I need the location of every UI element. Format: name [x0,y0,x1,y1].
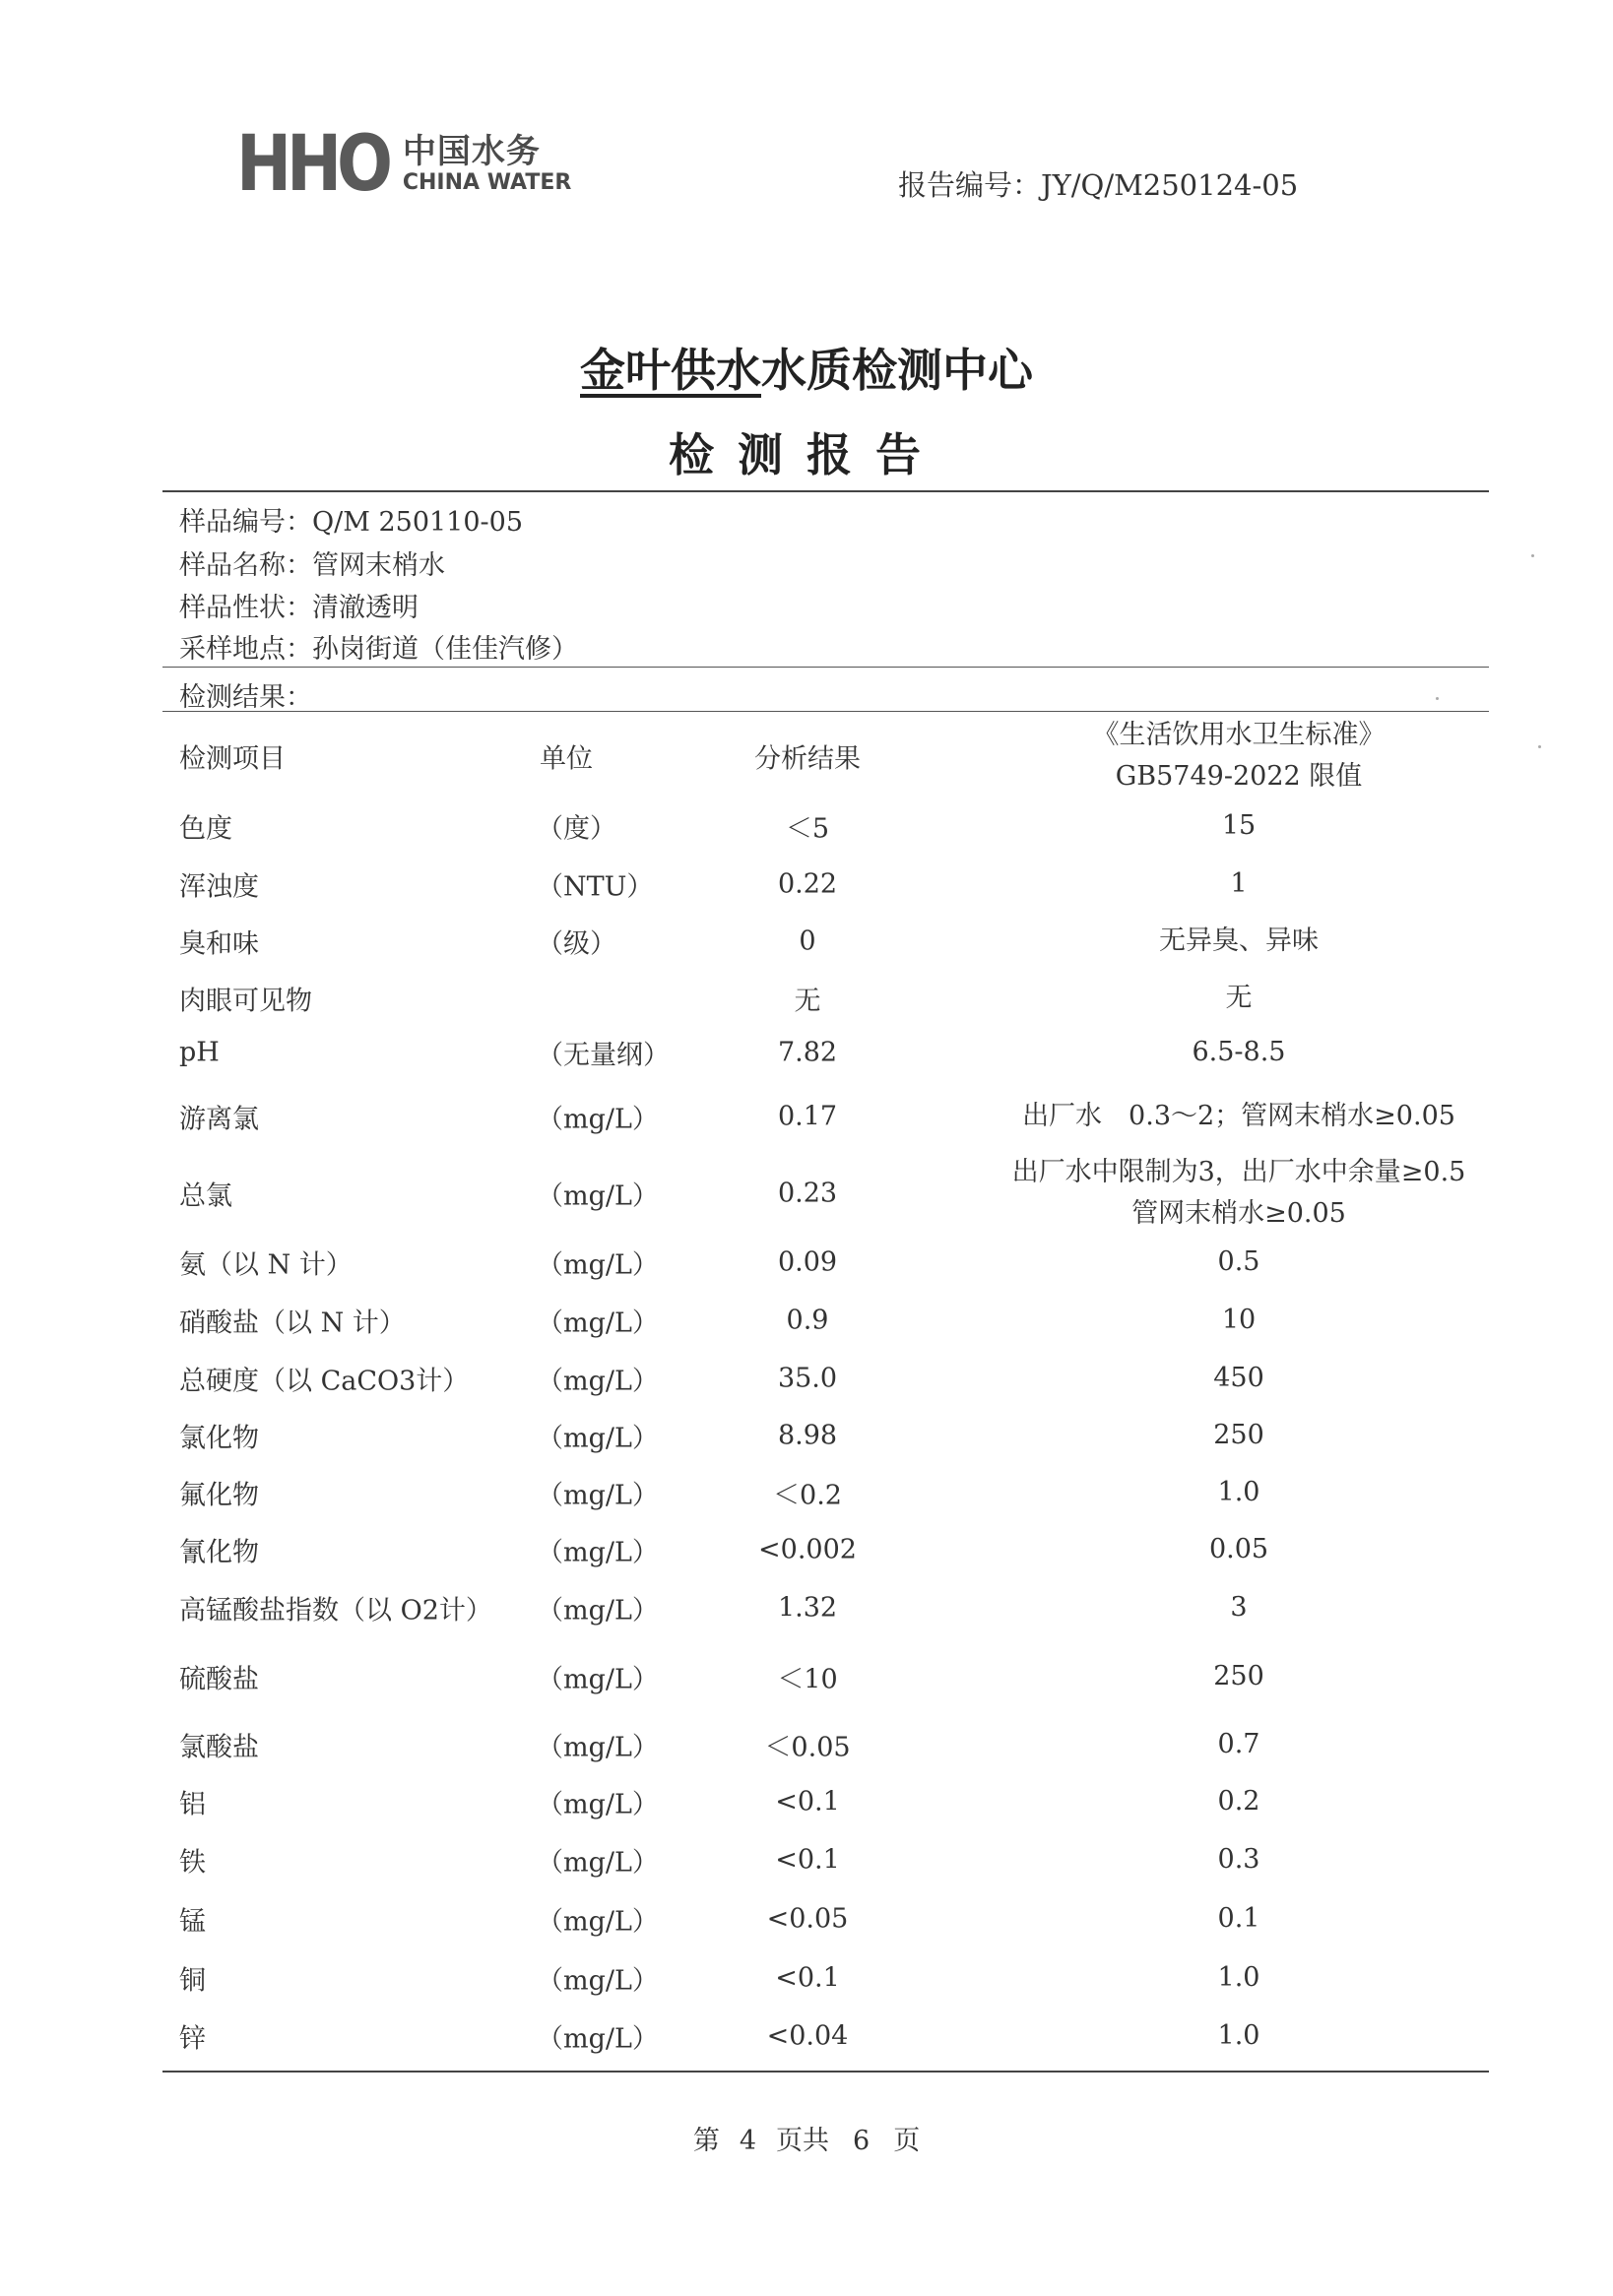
row-limit-line: 450 [1213,1363,1264,1394]
row-limit [993,1242,1485,1283]
row-unit: （mg/L） [537,1104,659,1135]
row-result: 35.0 [777,1363,838,1394]
page-prefix: 第 [692,2126,720,2156]
row-unit: （NTU） [537,871,654,903]
row-unit: （mg/L） [537,1664,659,1695]
row-limit-line: 0.1 [1217,1903,1260,1935]
row-result: ＜10 [777,1664,838,1695]
row-limit-line: 无 [1225,983,1253,1014]
page-indicator [0,2119,1613,2157]
row-item: 硝酸盐（以 N 计） [179,1307,406,1339]
row-limit [993,1152,1485,1235]
logo-chinese-name: 中国水务 [402,132,541,172]
row-result: ＜0.05 [764,1732,851,1763]
row-unit: （度） [537,813,616,845]
results-label: 检测结果： [179,682,312,713]
row-item: 氯酸盐 [179,1732,259,1763]
header-unit: 单位 [540,743,593,775]
row-limit [993,863,1485,905]
row-unit: （mg/L） [537,1965,659,1997]
organization-title-rest: 水质检测中心 [761,344,1033,397]
row-result: <0.1 [775,1844,840,1876]
page-current: 4 [739,2126,756,2156]
row-limit-line: 1.0 [1217,1477,1260,1508]
row-result: 0 [799,925,816,957]
row-limit-line: 1.0 [1217,1962,1260,1994]
row-limit [993,1839,1485,1881]
page-suffix: 页 [893,2126,921,2156]
row-result: <0.1 [775,1786,840,1818]
organization-title-underlined: 金叶供水 [580,344,761,397]
row-limit [993,1724,1485,1765]
row-unit: （mg/L） [537,1366,659,1397]
row-result: 1.32 [777,1592,838,1624]
header-result: 分析结果 [754,743,861,775]
row-limit [993,2015,1485,2057]
row-limit-line: 1.0 [1217,2020,1260,2052]
sample-character: 样品性状：清澈透明 [179,593,419,623]
row-limit [993,1529,1485,1570]
row-result: <0.002 [758,1534,857,1565]
row-limit-line: 出厂水 0.3～2；管网末梢水≥0.05 [1022,1101,1455,1132]
row-result: ＜5 [785,813,830,845]
row-unit: （mg/L） [537,1180,659,1212]
row-limit-line: 0.05 [1208,1534,1269,1565]
sample-location: 采样地点：孙岗街道（佳佳汽修） [179,634,578,665]
report-title: 检测报告 [669,428,944,481]
row-item: 硫酸盐 [179,1664,259,1695]
row-item: 氯化物 [179,1423,259,1454]
row-limit [993,805,1485,847]
row-unit: （mg/L） [537,1537,659,1568]
row-item: 锰 [179,1906,206,1938]
row-item: 氰化物 [179,1537,259,1568]
row-limit-line: 6.5-8.5 [1192,1037,1286,1068]
row-result: <0.1 [775,1962,840,1994]
row-limit-line: 10 [1221,1305,1257,1336]
header-standard [993,715,1485,797]
row-limit [993,1656,1485,1697]
row-unit: （mg/L） [537,1789,659,1820]
row-unit: （mg/L） [537,1595,659,1626]
row-limit [993,1472,1485,1513]
row-unit: （mg/L） [537,1906,659,1938]
row-result: 0.09 [777,1246,838,1278]
row-item: 色度 [179,813,232,845]
row-unit: （mg/L） [537,1732,659,1763]
row-limit [993,1300,1485,1341]
row-limit-line: 0.5 [1217,1246,1260,1278]
row-unit: （mg/L） [537,1847,659,1879]
row-limit-line: 出厂水中限制为3，出厂水中余量≥0.5 [1011,1157,1466,1188]
row-result: 7.82 [777,1037,838,1068]
page-total: 6 [853,2126,871,2156]
row-limit [993,1358,1485,1399]
row-unit: （mg/L） [537,1307,659,1339]
organization-title [0,335,1613,400]
row-result: 0.17 [777,1101,838,1132]
row-limit [993,1957,1485,1999]
row-limit [993,921,1485,962]
row-limit-line-2: 管网末梢水≥0.05 [1131,1198,1346,1229]
row-item: 铝 [179,1789,206,1820]
scan-speck [1538,745,1541,748]
row-unit: （mg/L） [537,1480,659,1511]
row-result: 0.9 [786,1305,829,1336]
row-item: 铜 [179,1965,206,1997]
row-limit-line: 1 [1230,868,1248,900]
row-limit-line: 0.2 [1217,1786,1260,1818]
divider-table-head [162,711,1489,712]
scan-speck [1436,697,1439,700]
row-unit: （无量纲） [537,1040,670,1071]
row-unit: （mg/L） [537,1249,659,1281]
row-result: 0.23 [777,1178,838,1209]
china-water-logo [236,120,572,209]
sample-name: 样品名称：管网末梢水 [179,550,445,581]
row-item: 总硬度（以 CaCO3计） [179,1366,470,1397]
row-item: 游离氯 [179,1104,259,1135]
row-item: pH [179,1037,220,1068]
logo-mark: HHO [236,120,388,209]
row-limit [993,1415,1485,1456]
row-item: 浑浊度 [179,871,259,903]
row-limit [993,1587,1485,1628]
row-limit-line: 250 [1213,1661,1264,1692]
row-limit-line: 无异臭、异味 [1159,925,1319,957]
row-result: <0.05 [766,1903,849,1935]
divider-results [162,667,1489,668]
row-item: 铁 [179,1847,206,1879]
row-limit-line: 3 [1230,1592,1248,1624]
divider-bottom [162,2071,1489,2073]
logo-english-name: CHINA WATER [402,169,572,195]
row-limit-line: 15 [1221,810,1257,842]
logo-wordmark [403,134,571,195]
sample-number: 样品编号：Q/M 250110-05 [179,507,524,538]
row-item: 氨（以 N 计） [179,1249,353,1281]
row-item: 总氯 [179,1180,232,1212]
row-limit [993,1781,1485,1822]
row-item: 高锰酸盐指数（以 O2计） [179,1595,492,1626]
row-limit [993,1032,1485,1073]
row-result: 8.98 [777,1420,838,1451]
row-limit [993,978,1485,1019]
report-number: 报告编号：JY/Q/M250124-05 [898,168,1299,202]
row-item: 氟化物 [179,1480,259,1511]
row-limit-line: 0.3 [1217,1844,1260,1876]
row-result: ＜0.2 [773,1480,842,1511]
row-result: <0.04 [766,2020,849,2052]
row-limit-line: 250 [1213,1420,1264,1451]
row-limit-line: 0.7 [1217,1729,1260,1760]
row-limit [993,1096,1485,1137]
row-unit: （mg/L） [537,2023,659,2055]
scan-speck [1531,554,1534,557]
header-standard-title: 《生活饮用水卫生标准》 [1092,720,1386,751]
page-middle: 页共 [776,2126,829,2156]
divider-top [162,490,1489,492]
row-item: 锌 [179,2023,206,2055]
header-item: 检测项目 [179,743,286,775]
row-unit: （mg/L） [537,1423,659,1454]
row-item: 臭和味 [179,928,259,960]
row-result: 0.22 [777,868,838,900]
row-item: 肉眼可见物 [179,986,312,1017]
header-standard-code: GB5749-2022 限值 [1115,761,1363,792]
row-unit: （级） [537,928,616,960]
row-result: 无 [794,986,821,1017]
row-limit [993,1898,1485,1940]
